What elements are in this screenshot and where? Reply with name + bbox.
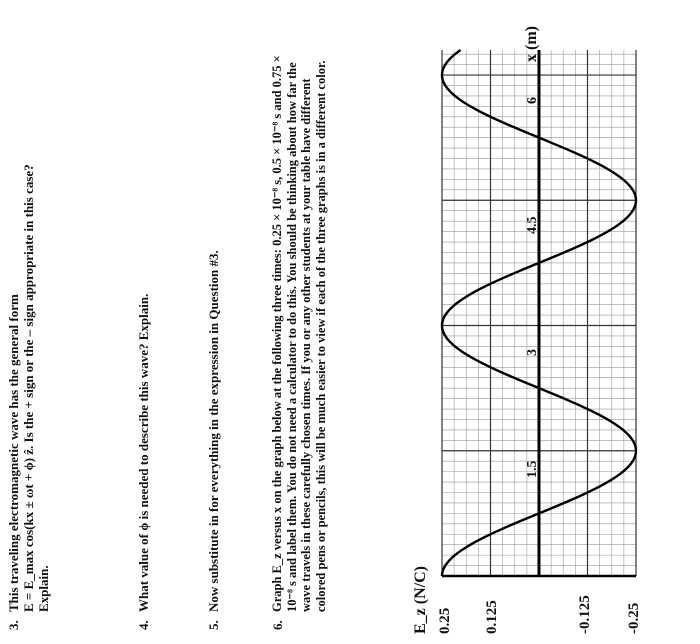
x-tick-label-4-5: 4.5 bbox=[525, 216, 540, 234]
question-6-text: Graph E_z versus x on the graph below at the following three times: 0.25 × 10⁻⁸ s, 0.5 × 10⁻⁸ s and 0.75 × 10⁻⁸ s and label them. You do not need a calculator to do this. You should be thinking about how far the wave travels in these carefully chosen times. If you or any other students at your table have different colored pens or pencils, this will be much easier to view if each of the three graphs is in a different color. bbox=[270, 55, 328, 612]
y-tick-label-neg-0-25: -0.25 bbox=[626, 602, 642, 634]
question-4-text: What value of ϕ is needed to describe this wave? Explain. bbox=[136, 293, 151, 612]
question-3-line-1: This traveling electromagnetic wave has the general form bbox=[6, 294, 21, 612]
y-tick-label-0-25: 0.25 bbox=[437, 607, 453, 634]
x-tick-label-3: 3 bbox=[525, 349, 540, 356]
question-3-number: 3. bbox=[6, 620, 21, 630]
y-tick-label-0-125: 0.125 bbox=[484, 600, 500, 634]
question-4-number: 4. bbox=[136, 620, 151, 630]
question-6-number: 6. bbox=[270, 620, 285, 630]
question-3-line-3: Explain. bbox=[36, 565, 51, 612]
x-axis-label: x (m) bbox=[523, 26, 540, 62]
x-tick-label-1-5: 1.5 bbox=[525, 460, 540, 478]
y-axis-label: E_z (N/C) bbox=[412, 566, 429, 634]
question-5-text: Now substitute in for everything in the expression in Question #3. bbox=[206, 250, 221, 612]
question-5-number: 5. bbox=[206, 620, 221, 630]
y-tick-label-neg-0-125: -0.125 bbox=[577, 595, 593, 634]
question-3-line-2: E = E_max cos(kx ± ωt + ϕ) ẑ. Is the + sign or the – sign appropriate in this case? bbox=[21, 164, 36, 612]
x-tick-label-6: 6 bbox=[525, 97, 540, 104]
